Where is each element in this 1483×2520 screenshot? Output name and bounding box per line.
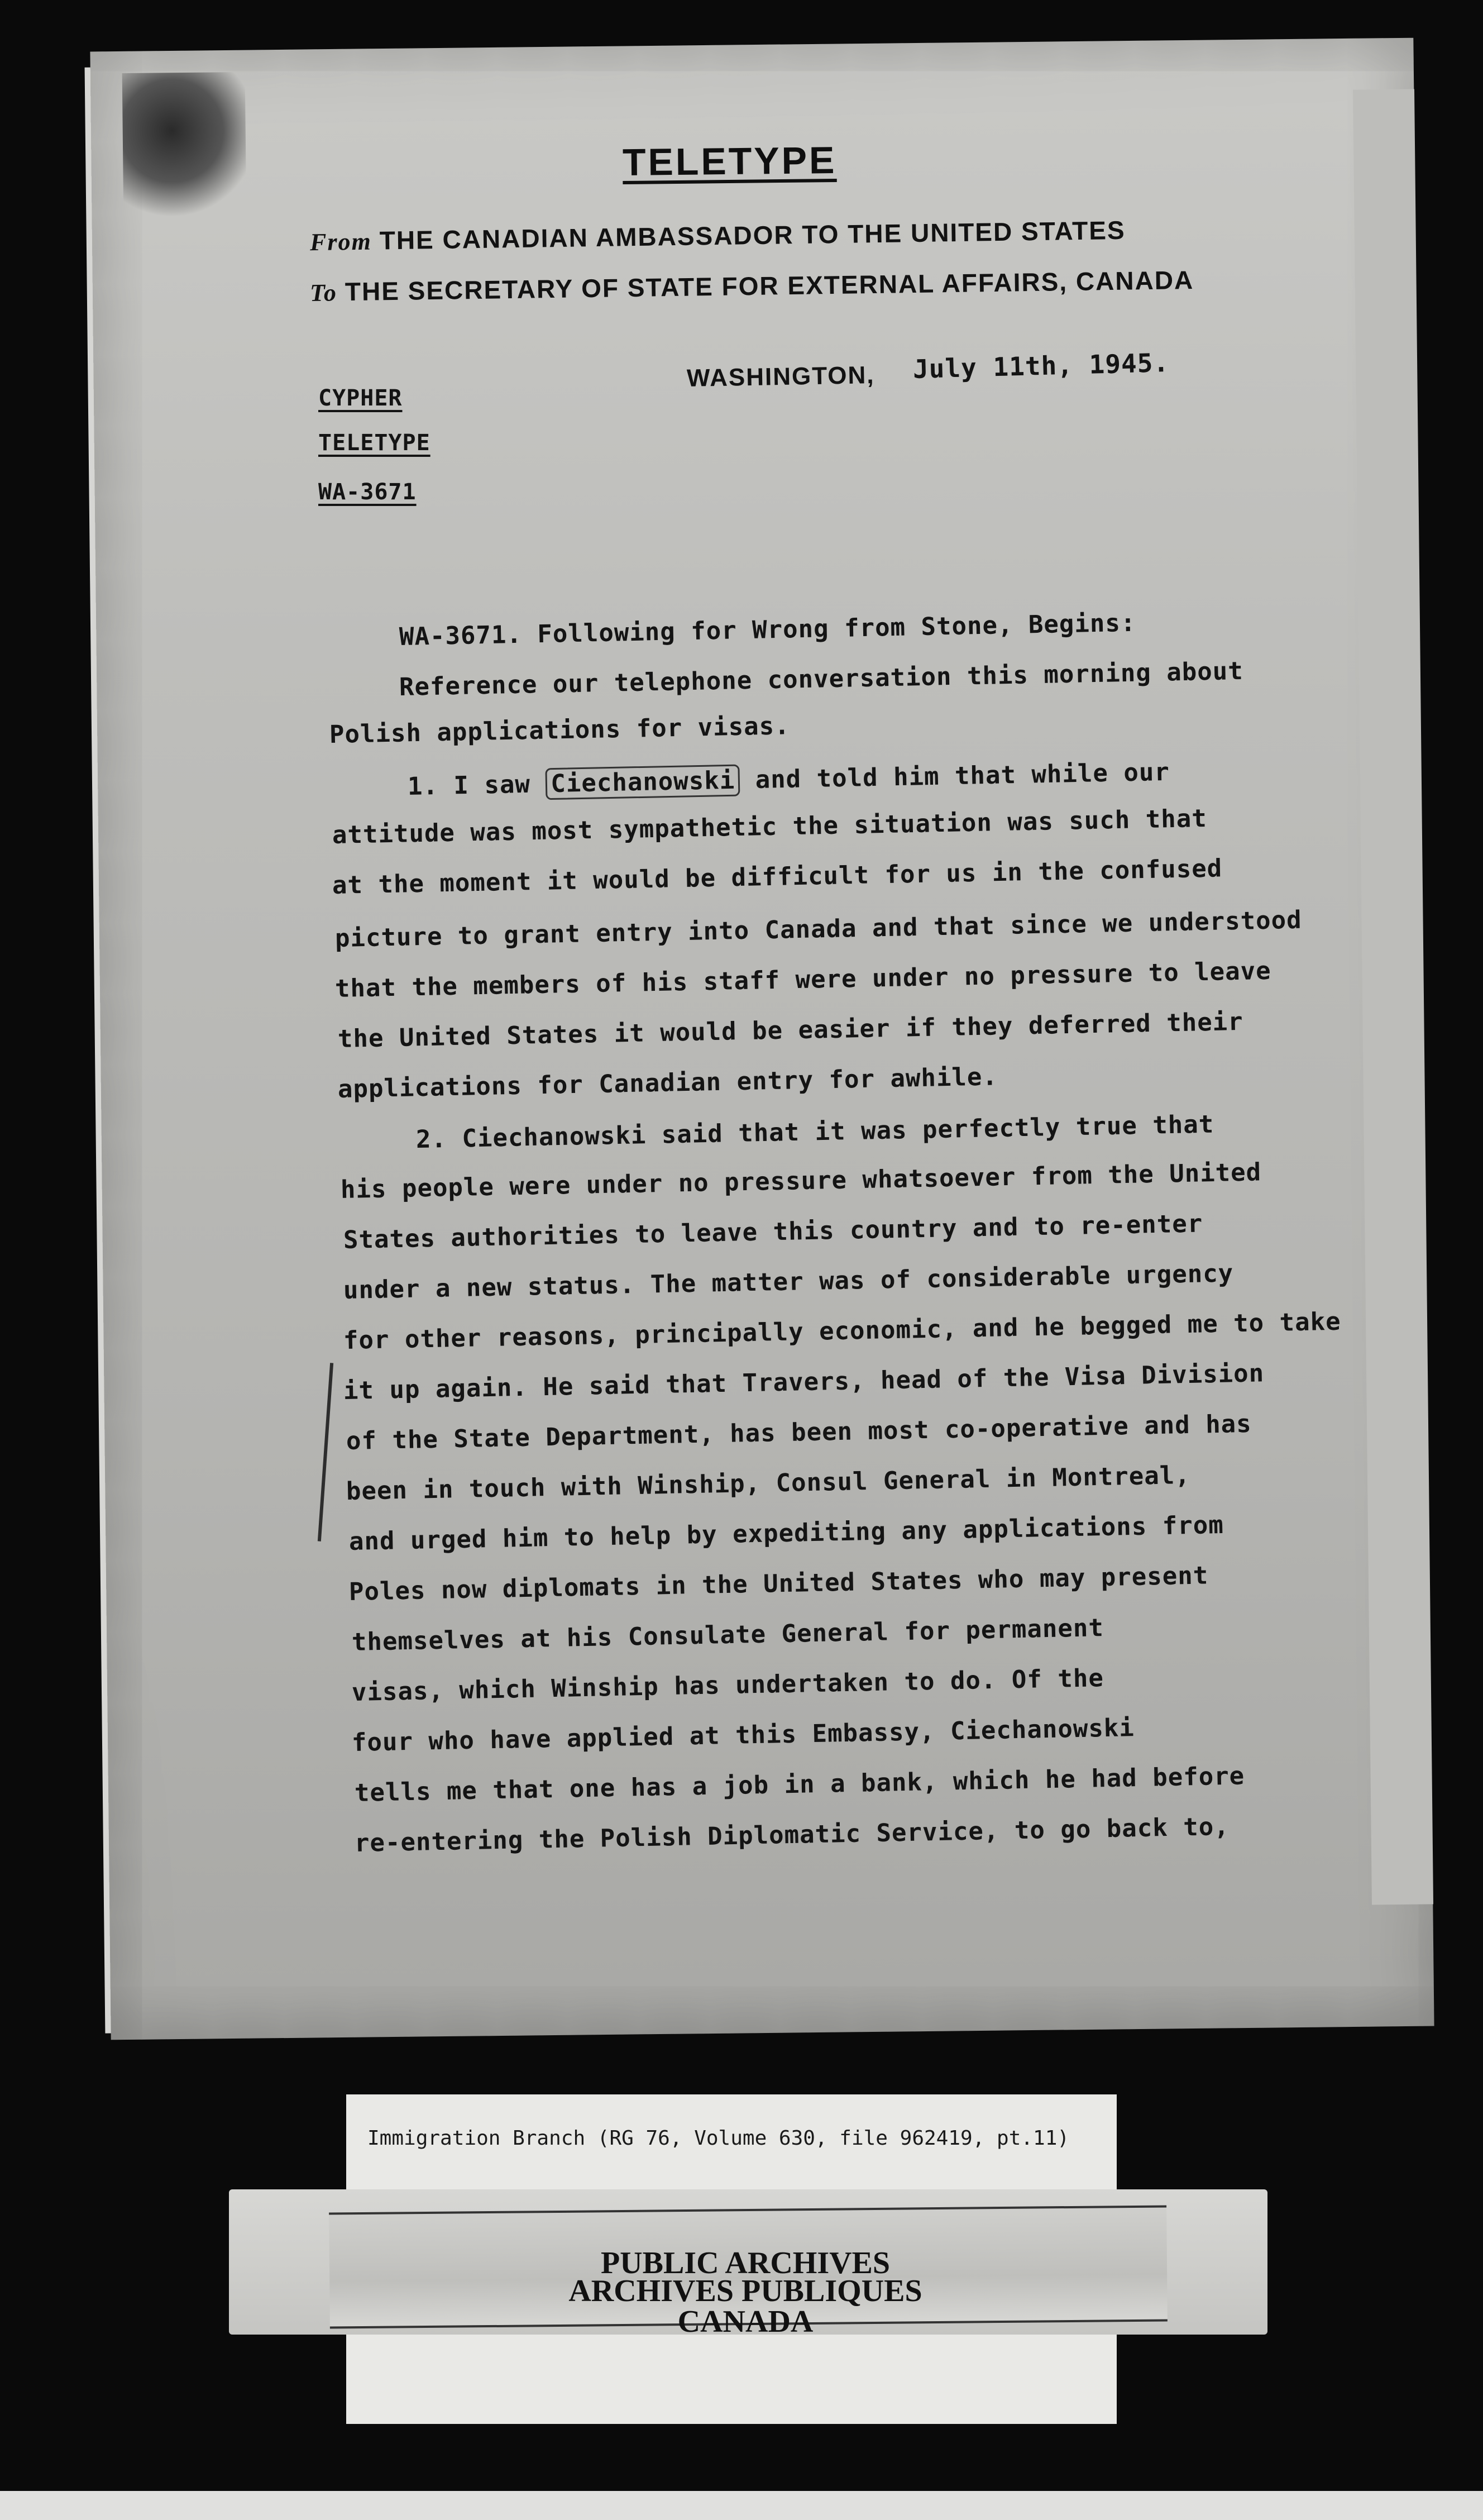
body-line-3: Polish applications for visas. [329, 712, 791, 749]
to-text: THE SECRETARY OF STATE FOR EXTERNAL AFFAIRS, CANADA [345, 265, 1194, 307]
body-line-21: themselves at his Consulate General for permanent [351, 1614, 1104, 1657]
from-label: From [309, 227, 372, 256]
body-line-9: the United States it would be easier if they deferred their [337, 1007, 1244, 1053]
body-line-22: visas, which Winship has undertaken to do. Of the [351, 1664, 1104, 1707]
body-line-15: for other reasons, principally economic, and he begged me to take [343, 1307, 1342, 1355]
body-line-8: that the members of his staff were under no pressure to leave [334, 956, 1272, 1003]
body-line-23: four who have applied at this Embassy, Ciechanowski [351, 1714, 1135, 1757]
boxed-name-annotation: Ciechanowski [546, 765, 740, 800]
body-line-25: re-entering the Polish Diplomatic Service, to go back to, [354, 1812, 1230, 1858]
body-line-13: States authorities to leave this country and to re-enter [343, 1209, 1203, 1254]
body-line-2: Reference our telephone conversation this morning about [399, 656, 1244, 701]
stamp-line-canada: CANADA [677, 2304, 814, 2339]
body-line-7: picture to grant entry into Canada and that since we understood [334, 905, 1303, 953]
body-line-12: his people were under no pressure whatsoever from the United [340, 1158, 1262, 1204]
body-line-20: Poles now diplomats in the United States who may present [348, 1561, 1209, 1606]
body-line-17: of the State Department, has been most co-operative and has [346, 1409, 1252, 1455]
to-label: To [309, 279, 338, 307]
body-line-11: 2. Ciechanowski said that it was perfectly true that [415, 1110, 1214, 1154]
stamp-line-public-archives: PUBLIC ARCHIVES [600, 2246, 891, 2280]
tag-cypher: CYPHER [318, 385, 403, 411]
body-line-16: it up again. He said that Travers, head of the Visa Division [343, 1359, 1265, 1405]
body-line-18: been in touch with Winship, Consul General in Montreal, [346, 1461, 1191, 1506]
body-line-4-end: and told him that while our [739, 757, 1170, 795]
torn-corner-mark [122, 72, 247, 218]
body-line-10: applications for Canadian entry for awhile. [337, 1062, 998, 1104]
body-line-24: tells me that one has a job in a bank, which he had before [354, 1762, 1245, 1807]
document-title: TELETYPE [622, 139, 837, 184]
stamp-line-archives-publiques: ARCHIVES PUBLIQUES [568, 2274, 922, 2308]
body-line-1: WA-3671. Following for Wrong from Stone, Begins: [399, 608, 1136, 651]
tag-teletype: TELETYPE [318, 430, 430, 456]
body-line-14: under a new status. The matter was of considerable urgency [343, 1259, 1234, 1305]
dispatch-place: WASHINGTON, [686, 361, 875, 392]
body-line-19: and urged him to help by expediting any applications from [348, 1510, 1224, 1556]
dispatch-date: July 11th, 1945. [912, 347, 1170, 384]
film-edge-strip [0, 2491, 1483, 2520]
from-text: THE CANADIAN AMBASSADOR TO THE UNITED STATES [379, 215, 1126, 255]
body-line-6: at the moment it would be difficult for us in the confused [332, 854, 1223, 900]
archive-reference: Immigration Branch (RG 76, Volume 630, file 962419, pt.11) [367, 2127, 1070, 2150]
body-line-5: attitude was most sympathetic the situation was such that [332, 804, 1208, 849]
tag-reference-number: WA-3671 [318, 479, 417, 505]
body-line-4-start: 1. I saw [407, 770, 546, 801]
